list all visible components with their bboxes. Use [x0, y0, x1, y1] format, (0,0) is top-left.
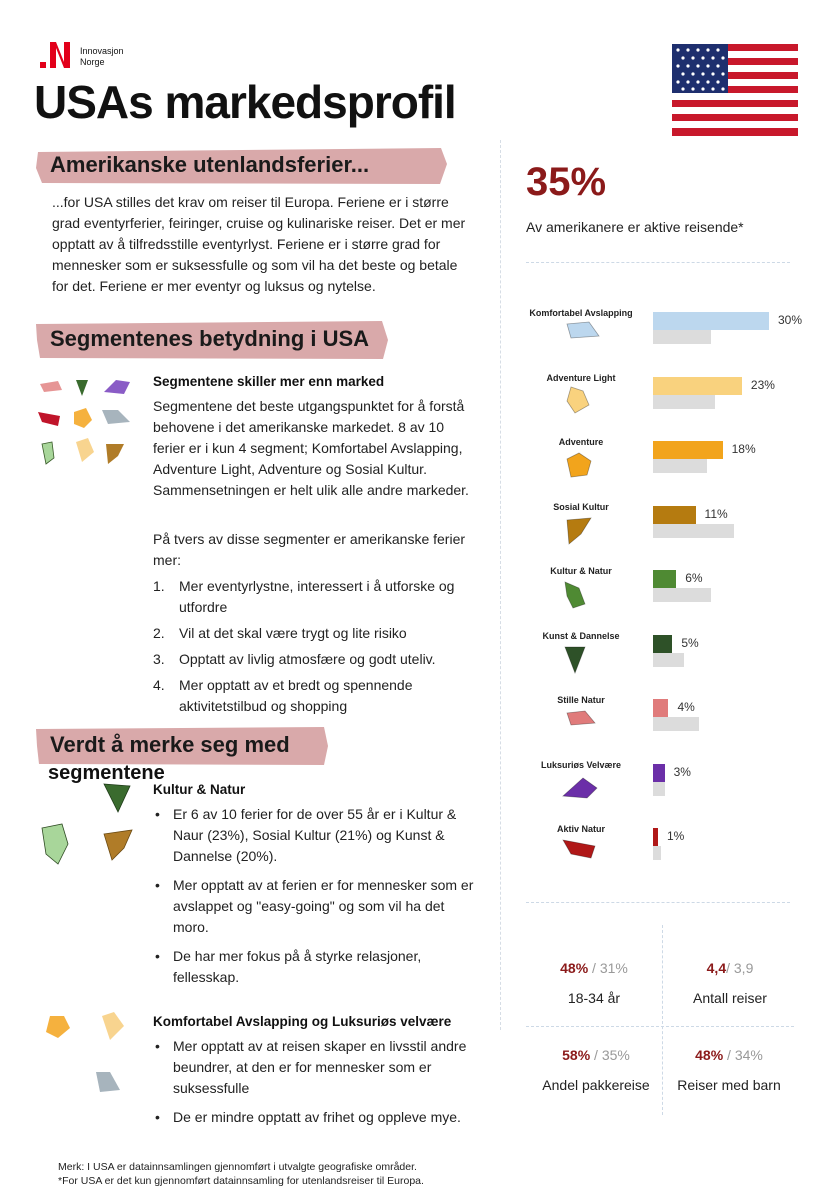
- logo-text: [80, 46, 124, 68]
- segment-label-luksuri-s-velv-re: Luksuriøs Velvære: [540, 759, 622, 770]
- bar-usa-sosial-kultur: [653, 506, 696, 524]
- segment-shape-stille-natur: [561, 707, 601, 741]
- block2-title: Komfortabel Avslapping og Luksuriøs velvære: [153, 1014, 452, 1029]
- segment-label-adventure: Adventure: [558, 437, 604, 447]
- list-item: [153, 649, 483, 670]
- bar-average-kultur-natur: [653, 588, 711, 602]
- bar-value-aktiv-natur: 1%: [667, 829, 685, 843]
- section-band-ferier: [36, 146, 448, 186]
- kpi-grid-divider-h: [526, 1026, 794, 1027]
- segment-label-stille-natur: Stille Natur: [557, 695, 605, 705]
- bar-value-adventure: 18%: [731, 442, 756, 456]
- kpi-compare-separator: /: [588, 960, 600, 976]
- section-heading-line2: segmentene: [48, 762, 165, 784]
- kpi-compare-value: 35%: [601, 1047, 630, 1063]
- block1-bullets: [153, 804, 483, 996]
- kpi-compare-separator: /: [723, 1047, 735, 1063]
- bar-average-aktiv-natur: [653, 846, 661, 860]
- bar-value-kunst-dannelse: 5%: [681, 635, 699, 650]
- segment-paragraph-1: Segmentene det beste utgangspunktet for å forstå behovene i det amerikanske markedet. 8 av 10 ferier er i kun 4 segment; Komfortabel Avslapping, Adventure Light, Adventure og Sosial Kultur. Sammensetningen er helt ulik alle andre markeder.: [153, 398, 469, 498]
- bar-average-luksuri-s-velv-re: [653, 782, 665, 796]
- intro-paragraph: ...for USA stilles det krav om reiser til Europa. Feriene er i større grad eventyrferier, feiringer, cruise og kulinariske reiser. Det er mer opptatt av å tilfredsstille eventyrlyst. Feriene er i større grad for mennesker som er suksessfulle og som vil ha det beste og betale for det. Feriene er mer eventyr og luksus og nytelse.: [52, 194, 466, 294]
- kpi-label: Antall reiser: [693, 990, 767, 1006]
- bar-average-kunst-dannelse: [653, 653, 684, 667]
- bar-average-komfortabel-avslapping: [653, 330, 711, 344]
- bar-value-stille-natur: 4%: [677, 700, 695, 714]
- active-travelers-label: Av amerikanere er aktive reisende*: [526, 219, 744, 235]
- segment-label-aktiv-natur: Aktiv Natur: [556, 824, 605, 834]
- segment-shape-sosial-kultur: [106, 444, 124, 464]
- segment-numbered-list: [153, 576, 483, 722]
- column-divider: [500, 140, 501, 1030]
- kpi-compare-value: 3,9: [733, 960, 754, 976]
- kpi-compare-value: 31%: [599, 960, 628, 976]
- segment-shape-adventure: [561, 449, 601, 483]
- segment-shape-kultur-natur: [42, 824, 68, 864]
- page-title: USAs markedsprofil: [34, 76, 456, 128]
- kpi-value: [519, 960, 669, 976]
- bar-usa-adventure-light: [653, 377, 742, 395]
- list-item: [153, 576, 483, 618]
- segment-shape-kultur-natur: [561, 578, 601, 612]
- list-item: • De har mer fokus på å styrke relasjoner, fellesskap.: [153, 946, 483, 988]
- kpi-compare-separator: /: [590, 1047, 602, 1063]
- segment-shape-komfortabel-avslapping: [561, 320, 601, 354]
- kpi-value: [521, 1047, 671, 1063]
- divider: [526, 902, 790, 903]
- innovasjon-norge-logo-mark: [38, 40, 74, 70]
- bar-usa-luksuri-s-velv-re: [653, 764, 665, 782]
- segment-shape-adventure: [46, 1016, 70, 1038]
- segment-shape-sosial-kultur: [561, 514, 601, 548]
- list-number: 4.: [153, 677, 165, 693]
- segment-shape-aktiv-natur: [561, 836, 601, 870]
- bar-usa-stille-natur: [653, 699, 668, 717]
- kultur-shapes: [36, 780, 140, 876]
- list-item: • Mer opptatt av at ferien er for mennesker som er avslappet og "easy-going" og som vil ha det moro.: [153, 875, 483, 938]
- bar-usa-aktiv-natur: [653, 828, 658, 846]
- bar-value-kultur-natur: 6%: [685, 571, 703, 585]
- kpi-package: [521, 1047, 671, 1093]
- segment-label-kunst-dannelse: Kunst & Dannelse: [542, 630, 620, 641]
- segment-shape-kunst-dannelse: [561, 643, 601, 677]
- block2-bullets: [153, 1036, 491, 1136]
- bar-usa-kultur-natur: [653, 570, 676, 588]
- kpi-label: Andel pakkereise: [542, 1077, 650, 1093]
- section-band-verdt: [36, 726, 328, 766]
- logo-line1: Innovasjon: [80, 46, 124, 56]
- block1-title: Kultur & Natur: [153, 782, 246, 797]
- section-band-segmenter: [36, 320, 388, 360]
- segment-shape-komfortabel: [102, 410, 130, 424]
- segment-shape-kunst-dannelse: [76, 380, 88, 396]
- segment-shape-kultur-natur: [42, 442, 54, 464]
- list-number: 3.: [153, 651, 165, 667]
- logo-line2: Norge: [80, 57, 105, 67]
- segment-shape-aktiv-natur: [38, 412, 60, 426]
- usa-flag-icon: [672, 44, 798, 136]
- kpi-main-value: 48%: [695, 1047, 724, 1063]
- bar-average-adventure: [653, 459, 707, 473]
- kpi-main-value: 48%: [560, 960, 589, 976]
- footnote-line1: Merk: I USA er datainnsamlingen gjennomført i utvalgte geografiske områder.: [58, 1161, 417, 1173]
- active-travelers-stat: 35%: [526, 160, 607, 204]
- segment-shape-kunst-dannelse: [104, 784, 130, 812]
- kpi-value: [655, 960, 805, 976]
- kpi-age: [519, 960, 669, 1006]
- kpi-label: Reiser med barn: [677, 1077, 781, 1093]
- bar-average-stille-natur: [653, 717, 699, 731]
- bar-usa-komfortabel-avslapping: [653, 312, 769, 330]
- segment-shape-adventure-light: [76, 438, 94, 462]
- list-item: • Er 6 av 10 ferier for de over 55 år er i Kultur & Naur (23%), Sosial Kultur (21%) og Kunst & Dannelse (20%).: [153, 804, 483, 867]
- kpi-compare-value: 34%: [734, 1047, 763, 1063]
- logo: [38, 40, 158, 70]
- divider: [526, 262, 790, 263]
- kpi-main-value: 58%: [562, 1047, 591, 1063]
- list-item: • De er mindre opptatt av frihet og oppleve mye.: [153, 1107, 491, 1128]
- list-text: Mer eventyrlystne, interessert i å utforske og utfordre: [179, 578, 455, 615]
- segment-label-kultur-natur: Kultur & Natur: [550, 566, 612, 576]
- segment-shapes-grid: [36, 376, 136, 472]
- list-item: • Mer opptatt av at reisen skaper en livsstil andre beundrer, at den er for mennesker som er suksessfulle: [153, 1036, 491, 1099]
- segment-label-adventure-light: Adventure Light: [546, 372, 616, 383]
- section-heading: Segmentenes betydning i USA: [50, 326, 370, 351]
- kpi-label: 18-34 år: [567, 990, 621, 1006]
- list-text: Mer opptatt av et bredt og spennende aktivitetstilbud og shopping: [179, 677, 413, 714]
- section-heading: Verdt å merke seg med: [50, 732, 290, 757]
- list-item: [153, 675, 483, 717]
- bar-average-sosial-kultur: [653, 524, 734, 538]
- list-item: [153, 623, 483, 644]
- footnote: [58, 1160, 424, 1188]
- komfort-shapes: [40, 1010, 140, 1100]
- bar-usa-adventure: [653, 441, 723, 459]
- segment-shape-adventure-light: [102, 1012, 124, 1040]
- segment-shape-sosial-kultur: [104, 830, 132, 860]
- bar-value-luksuri-s-velv-re: 3%: [673, 764, 691, 779]
- segment-shape-luksuri-s-velv-re: [561, 772, 601, 806]
- bar-value-komfortabel-avslapping: 30%: [778, 313, 803, 327]
- bar-usa-kunst-dannelse: [653, 635, 672, 653]
- kpi-compare-separator: /: [726, 960, 734, 976]
- kpi-trips: [655, 960, 805, 1006]
- list-number: 1.: [153, 578, 165, 594]
- segment-shape-komfortabel: [96, 1072, 120, 1092]
- bar-average-adventure-light: [653, 395, 715, 409]
- bar-value-adventure-light: 23%: [750, 377, 775, 392]
- segment-label-komfortabel-avslapping: Komfortabel Avslapping: [529, 308, 633, 318]
- footnote-line2: *For USA er det kun gjennomført datainnsamling for utenlandsreiser til Europa.: [58, 1175, 424, 1187]
- section-heading: Amerikanske utenlandsferier...: [50, 152, 370, 177]
- segment-shape-adventure: [74, 408, 92, 428]
- segment-paragraph-2: På tvers av disse segmenter er amerikanske ferier mer:: [153, 531, 466, 568]
- segment-label-sosial-kultur: Sosial Kultur: [553, 501, 609, 512]
- segment-subheading: Segmentene skiller mer enn marked: [153, 374, 385, 389]
- segment-shape-luksurios: [104, 380, 130, 394]
- kpi-main-value: 4,4: [706, 960, 727, 976]
- kpi-children: [654, 1047, 804, 1093]
- segment-shape-stille-natur: [40, 381, 62, 392]
- segment-shape-adventure-light: [561, 385, 601, 419]
- kpi-value: [654, 1047, 804, 1063]
- bar-value-sosial-kultur: 11%: [704, 506, 728, 521]
- list-text: Opptatt av livlig atmosfære og godt uteliv.: [179, 651, 436, 667]
- list-number: 2.: [153, 625, 165, 641]
- list-text: Vil at det skal være trygt og lite risiko: [179, 625, 407, 641]
